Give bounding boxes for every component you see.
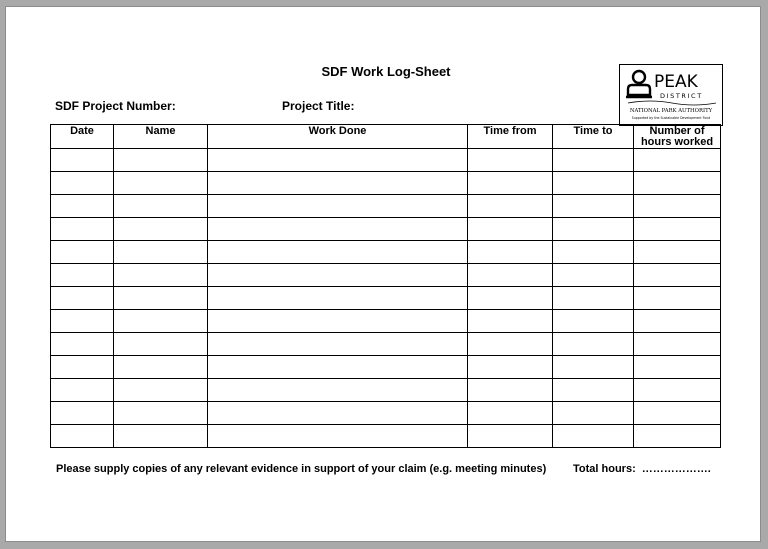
hours-cell[interactable] (634, 402, 721, 425)
hours-cell[interactable] (634, 310, 721, 333)
time-to-cell[interactable] (553, 172, 634, 195)
time-from-cell[interactable] (468, 172, 553, 195)
table-row (51, 310, 721, 333)
date-cell[interactable] (51, 379, 114, 402)
time-from-cell[interactable] (468, 379, 553, 402)
hours-cell[interactable] (634, 379, 721, 402)
time-to-cell[interactable] (553, 379, 634, 402)
work-done-cell[interactable] (208, 218, 468, 241)
column-header-hours-worked (634, 125, 721, 149)
name-cell[interactable] (114, 149, 208, 172)
date-cell[interactable] (51, 402, 114, 425)
document-title: SDF Work Log-Sheet (321, 64, 451, 79)
date-cell[interactable] (51, 241, 114, 264)
table-row (51, 264, 721, 287)
time-from-cell[interactable] (468, 218, 553, 241)
table-row (51, 425, 721, 448)
name-cell[interactable] (114, 333, 208, 356)
work-done-cell[interactable] (208, 425, 468, 448)
work-done-cell[interactable] (208, 195, 468, 218)
name-cell[interactable] (114, 402, 208, 425)
evidence-note: Please supply copies of any relevant evidence in support of your claim (e.g. meeting minutes) (56, 463, 547, 475)
name-cell[interactable] (114, 356, 208, 379)
hours-header-line-1: Number of (649, 125, 705, 137)
column-header-time-to: Time to (553, 125, 634, 149)
time-from-cell[interactable] (468, 149, 553, 172)
logo-tagline: Supported by the Sustainable Development Fund (631, 116, 711, 120)
hours-header-line-2: hours worked (640, 136, 714, 148)
total-hours-label: Total hours: (573, 463, 636, 475)
total-hours (573, 463, 711, 475)
time-to-cell[interactable] (553, 218, 634, 241)
table-row (51, 241, 721, 264)
date-cell[interactable] (51, 333, 114, 356)
hours-cell[interactable] (634, 172, 721, 195)
column-header-time-from: Time from (468, 125, 553, 149)
project-title-label: Project Title: (282, 99, 355, 113)
work-done-cell[interactable] (208, 172, 468, 195)
table-row (51, 287, 721, 310)
table-row (51, 218, 721, 241)
total-hours-value[interactable]: ………………. (641, 463, 711, 475)
table-row (51, 356, 721, 379)
work-done-cell[interactable] (208, 356, 468, 379)
time-to-cell[interactable] (553, 149, 634, 172)
time-from-cell[interactable] (468, 195, 553, 218)
name-cell[interactable] (114, 195, 208, 218)
work-done-cell[interactable] (208, 379, 468, 402)
hours-cell[interactable] (634, 287, 721, 310)
name-cell[interactable] (114, 379, 208, 402)
time-from-cell[interactable] (468, 333, 553, 356)
time-to-cell[interactable] (553, 333, 634, 356)
time-from-cell[interactable] (468, 425, 553, 448)
date-cell[interactable] (51, 218, 114, 241)
name-cell[interactable] (114, 172, 208, 195)
column-header-work-done: Work Done (208, 125, 468, 149)
table-row (51, 172, 721, 195)
log-sheet-page (5, 6, 761, 542)
time-to-cell[interactable] (553, 264, 634, 287)
table-header-row (51, 125, 721, 149)
date-cell[interactable] (51, 425, 114, 448)
time-to-cell[interactable] (553, 356, 634, 379)
work-done-cell[interactable] (208, 402, 468, 425)
peak-district-logo-icon (620, 65, 722, 125)
name-cell[interactable] (114, 425, 208, 448)
work-done-cell[interactable] (208, 241, 468, 264)
name-cell[interactable] (114, 287, 208, 310)
time-to-cell[interactable] (553, 402, 634, 425)
work-done-cell[interactable] (208, 264, 468, 287)
time-from-cell[interactable] (468, 287, 553, 310)
hours-cell[interactable] (634, 264, 721, 287)
logo-name: PEAK (654, 72, 698, 92)
date-cell[interactable] (51, 264, 114, 287)
work-done-cell[interactable] (208, 149, 468, 172)
hours-cell[interactable] (634, 195, 721, 218)
date-cell[interactable] (51, 287, 114, 310)
time-from-cell[interactable] (468, 264, 553, 287)
peak-district-logo (619, 64, 723, 126)
table-row (51, 149, 721, 172)
time-from-cell[interactable] (468, 356, 553, 379)
time-from-cell[interactable] (468, 241, 553, 264)
hours-cell[interactable] (634, 425, 721, 448)
time-from-cell[interactable] (468, 310, 553, 333)
table-row (51, 379, 721, 402)
column-header-date: Date (51, 125, 114, 149)
date-cell[interactable] (51, 356, 114, 379)
time-to-cell[interactable] (553, 195, 634, 218)
table-row (51, 333, 721, 356)
hours-cell[interactable] (634, 333, 721, 356)
name-cell[interactable] (114, 218, 208, 241)
logo-subname: DISTRICT (660, 92, 703, 100)
time-to-cell[interactable] (553, 241, 634, 264)
name-cell[interactable] (114, 264, 208, 287)
work-log-table (50, 124, 721, 448)
name-cell[interactable] (114, 241, 208, 264)
hours-cell[interactable] (634, 241, 721, 264)
work-done-cell[interactable] (208, 310, 468, 333)
hours-cell[interactable] (634, 149, 721, 172)
logo-authority: NATIONAL PARK AUTHORITY (629, 108, 713, 114)
date-cell[interactable] (51, 310, 114, 333)
date-cell[interactable] (51, 149, 114, 172)
column-header-name: Name (114, 125, 208, 149)
hours-cell[interactable] (634, 356, 721, 379)
name-cell[interactable] (114, 310, 208, 333)
work-done-cell[interactable] (208, 287, 468, 310)
work-done-cell[interactable] (208, 333, 468, 356)
time-to-cell[interactable] (553, 287, 634, 310)
table-body (51, 149, 721, 448)
date-cell[interactable] (51, 172, 114, 195)
date-cell[interactable] (51, 195, 114, 218)
table-row (51, 402, 721, 425)
table-row (51, 195, 721, 218)
time-to-cell[interactable] (553, 310, 634, 333)
time-from-cell[interactable] (468, 402, 553, 425)
hours-cell[interactable] (634, 218, 721, 241)
project-number-label: SDF Project Number: (55, 99, 176, 113)
time-to-cell[interactable] (553, 425, 634, 448)
